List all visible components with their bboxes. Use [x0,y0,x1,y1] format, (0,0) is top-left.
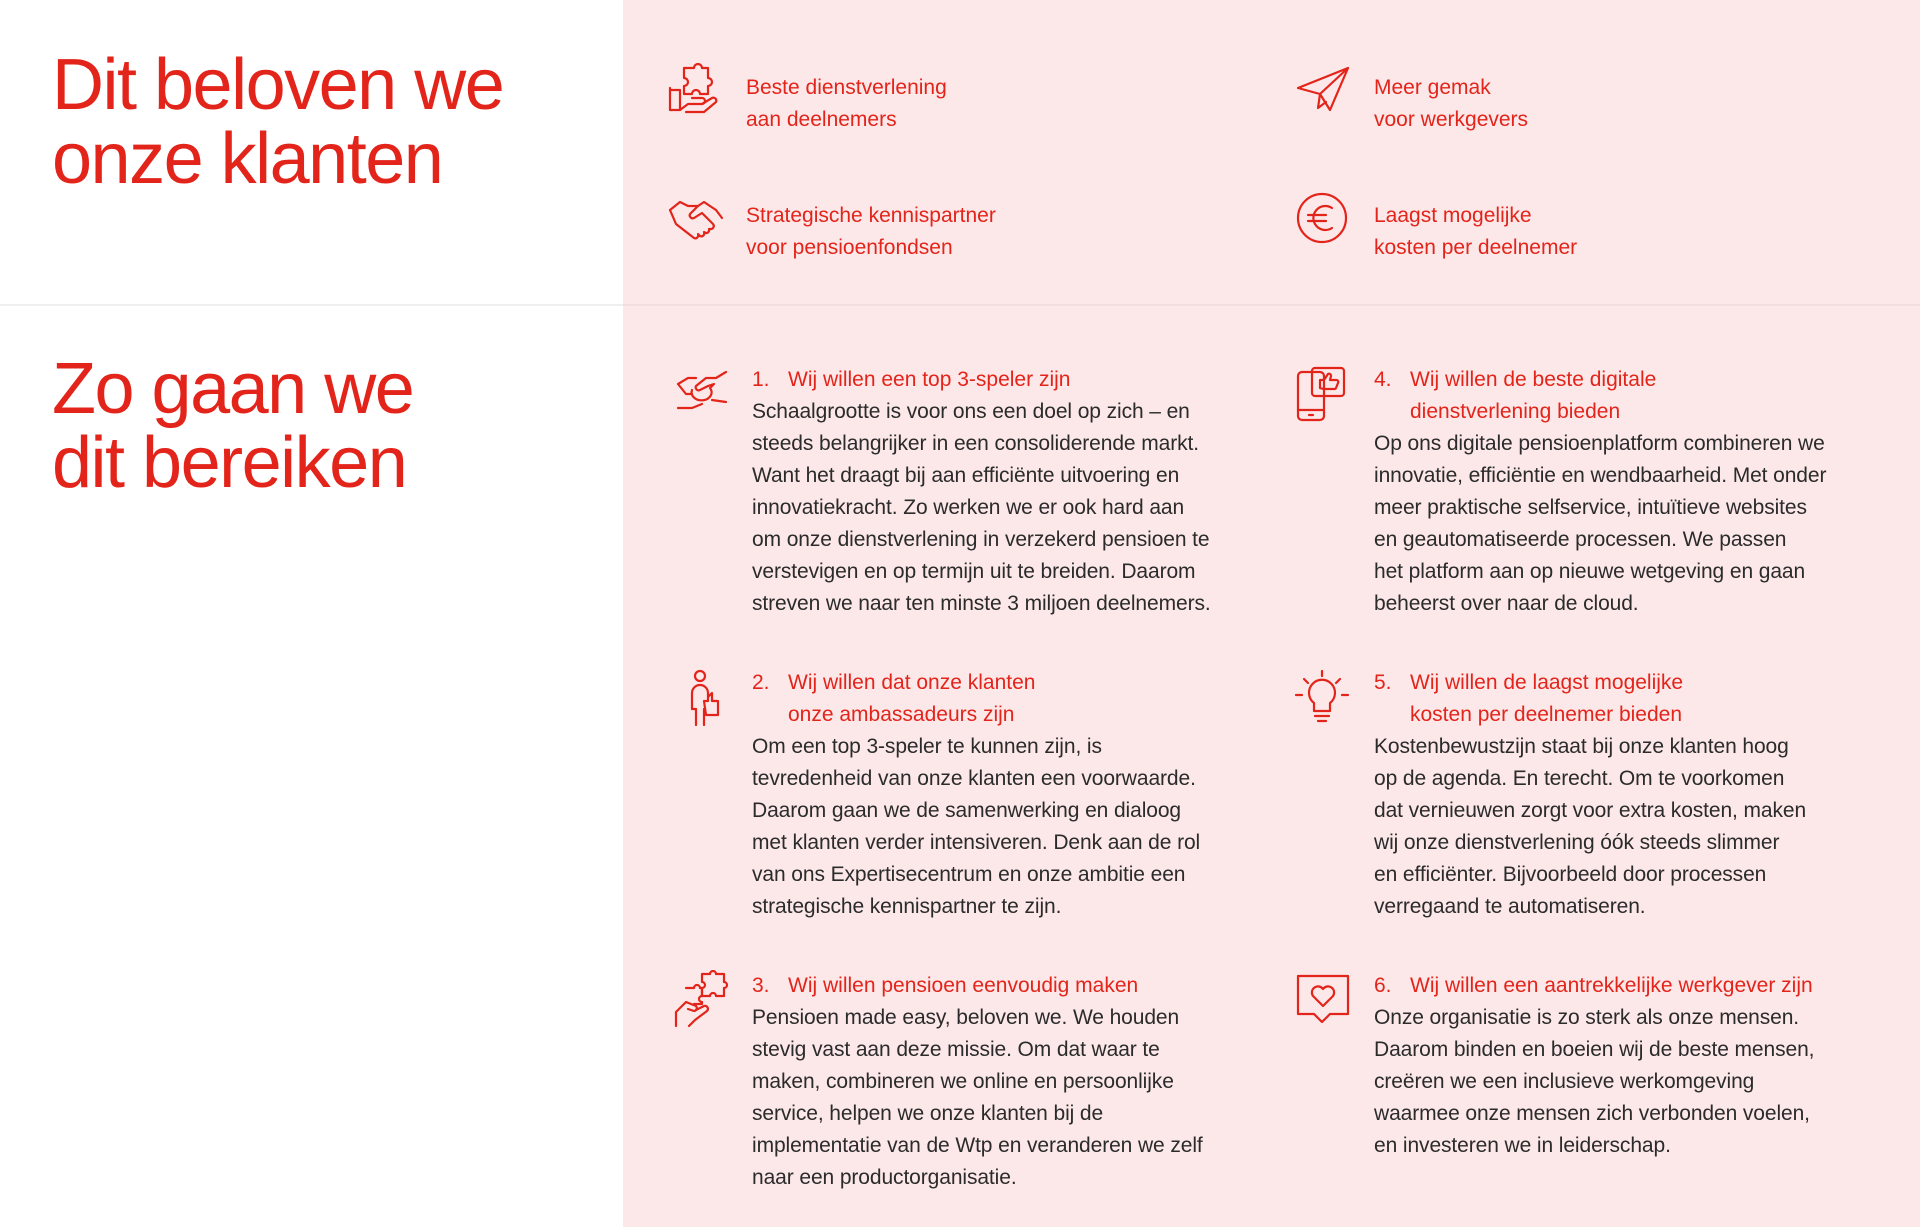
goal-body-line: meer praktische selfservice, intuïtieve websites [1374,496,1807,519]
goal-body-line: Want het draagt bij aan efficiënte uitvoering en [752,464,1180,487]
puzzle-hand-icon [666,60,726,120]
phone-thumbs-up-icon [1294,364,1354,424]
goal-body-line: Kostenbewustzijn staat bij onze klanten hoog [1374,735,1789,758]
goal-body-line: Pensioen made easy, beloven we. We houden [752,1006,1180,1029]
promise-label-line: Meer gemak [1374,76,1491,99]
goal-body-line: maken, combineren we online en persoonlijke [752,1070,1174,1093]
promise-label-line: Laagst mogelijke [1374,204,1532,227]
goal-body-line: van ons Expertisecentrum en onze ambitie een [752,863,1186,886]
promise-label [746,188,996,264]
goal-body-line: Onze organisatie is zo sterk als onze mensen. [1374,1006,1800,1029]
promise-item [1294,60,1528,136]
hand-puzzle-icon [672,970,732,1030]
promise-heading [52,45,504,199]
goal-title-line: Wij willen een top 3-speler zijn [788,368,1071,391]
goal-title [752,970,1252,1002]
goal-content [752,667,1252,923]
goal-title-line: Wij willen een aantrekkelijke werkgever zijn [1410,974,1813,997]
promise-label-line: aan deelnemers [746,108,897,131]
promise-heading-line: onze klanten [52,119,443,199]
goal-item [672,364,1252,620]
goals-heading-line: dit bereiken [52,423,407,503]
goal-item [1294,667,1874,923]
promise-item [666,188,996,264]
goal-body [1374,428,1874,620]
promise-label-line: kosten per deelnemer [1374,236,1578,259]
goal-body-line: het platform aan op nieuwe wetgeving en gaan [1374,560,1806,583]
goal-body [752,731,1252,923]
paper-plane-icon [1294,60,1354,120]
goal-body-line: Daarom gaan we de samenwerking en dialoog [752,799,1181,822]
promise-label-line: Strategische kennispartner [746,204,996,227]
goal-body-line: om onze dienstverlening in verzekerd pensioen te [752,528,1210,551]
goal-content [1374,667,1874,923]
goal-body-line: dat vernieuwen zorgt voor extra kosten, maken [1374,799,1807,822]
goal-content [1374,970,1874,1162]
promise-item [1294,188,1577,264]
goal-title [1374,667,1874,731]
section-divider-left [0,304,623,306]
goal-content [752,364,1252,620]
goal-body-line: met klanten verder intensiveren. Denk aan de rol [752,831,1201,854]
goal-body-line: innovatiekracht. Zo werken we er ook hard aan [752,496,1185,519]
goal-title [1374,364,1874,428]
goal-number: 4. [1374,368,1392,391]
handshake-icon [666,188,726,248]
goal-body-line: en geautomatiseerde processen. We passen [1374,528,1787,551]
goal-title-line: kosten per deelnemer bieden [1410,703,1683,726]
goal-body-line: verstevigen en op termijn uit te breiden. Daarom [752,560,1196,583]
promise-label [1374,60,1528,136]
goal-body-line: innovatie, efficiëntie en wendbaarheid. Met onder [1374,464,1827,487]
goal-item [672,970,1252,1194]
euro-coin-icon [1294,188,1354,248]
goal-item [1294,970,1874,1162]
promise-label-line: voor werkgevers [1374,108,1529,131]
goal-number: 1. [752,368,770,391]
goal-body-line: naar een productorganisatie. [752,1166,1017,1189]
promise-item [666,60,947,136]
goal-body-line: beheerst over naar de cloud. [1374,592,1639,615]
goal-body-line: steeds belangrijker in een consoliderende markt. [752,432,1199,455]
goal-body-line: waarmee onze mensen zich verbonden voelen, [1374,1102,1810,1125]
goal-title-line: dienstverlening bieden [1410,400,1621,423]
goal-title [1374,970,1874,1002]
goal-body [752,1002,1252,1194]
goal-title [752,667,1252,731]
goal-number: 5. [1374,671,1392,694]
goal-body-line: wij onze dienstverlening óók steeds slimmer [1374,831,1780,854]
goal-title-line: Wij willen de beste digitale [1410,368,1657,391]
goal-body [752,396,1252,620]
heart-message-icon [1294,970,1354,1030]
goal-item [672,667,1252,923]
goal-content [1374,364,1874,620]
goal-body-line: Daarom binden en boeien wij de beste mensen, [1374,1038,1815,1061]
promise-label-line: voor pensioenfondsen [746,236,953,259]
goal-body-line: service, helpen we onze klanten bij de [752,1102,1104,1125]
goal-body-line: implementatie van de Wtp en veranderen we zelf [752,1134,1203,1157]
goal-number: 6. [1374,974,1392,997]
goal-body-line: Om een top 3-speler te kunnen zijn, is [752,735,1102,758]
promise-heading-line: Dit beloven we [52,45,504,125]
goal-number: 3. [752,974,770,997]
goal-title-line: Wij willen de laagst mogelijke [1410,671,1684,694]
goal-body-line: en efficiënter. Bijvoorbeeld door processen [1374,863,1767,886]
goal-body-line: verregaand te automatiseren. [1374,895,1646,918]
goal-body [1374,1002,1874,1162]
goal-body [1374,731,1874,923]
goal-body-line: Schaalgrootte is voor ons een doel op zich – en [752,400,1190,423]
goal-body-line: en investeren we in leiderschap. [1374,1134,1671,1157]
promise-label-line: Beste dienstverlening [746,76,947,99]
goal-number: 2. [752,671,770,694]
goal-body-line: stevig vast aan deze missie. Om dat waar te [752,1038,1160,1061]
goal-body-line: creëren we een inclusieve werkomgeving [1374,1070,1755,1093]
lightbulb-icon [1294,667,1354,727]
goals-heading-line: Zo gaan we [52,349,414,429]
goal-body-line: tevredenheid van onze klanten een voorwaarde. [752,767,1196,790]
goal-body-line: op de agenda. En terecht. Om te voorkomen [1374,767,1785,790]
goals-heading [52,349,414,503]
goal-title-line: Wij willen dat onze klanten [788,671,1036,694]
goal-item [1294,364,1874,620]
speech-hands-icon [672,364,732,424]
goal-body-line: Op ons digitale pensioenplatform combineren we [1374,432,1825,455]
goal-content [752,970,1252,1194]
person-thumbs-up-icon [672,667,732,727]
goal-title [752,364,1252,396]
goal-title-line: Wij willen pensioen eenvoudig maken [788,974,1139,997]
promise-label [1374,188,1577,264]
goal-body-line: strategische kennispartner te zijn. [752,895,1062,918]
goal-body-line: streven we naar ten minste 3 miljoen deelnemers. [752,592,1211,615]
promise-label [746,60,947,136]
goal-title-line: onze ambassadeurs zijn [788,703,1015,726]
